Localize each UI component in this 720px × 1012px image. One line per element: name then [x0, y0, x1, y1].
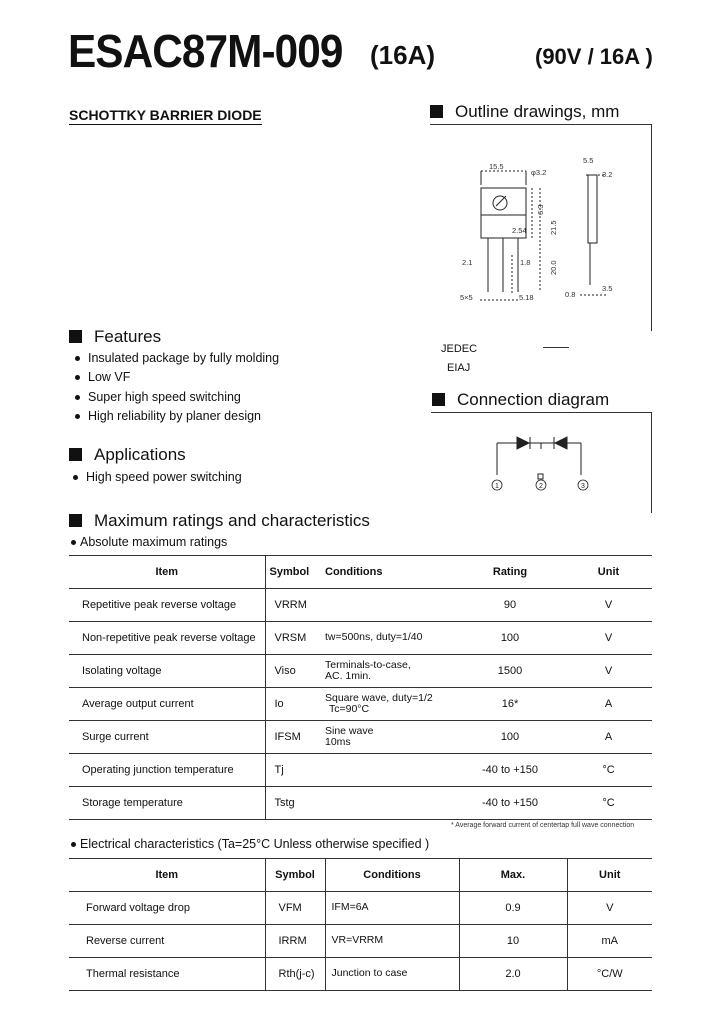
- electrical-table: [69, 858, 652, 991]
- applications-heading: [69, 446, 186, 463]
- table-row: Thermal resistance Rth(j-c) Junction to case 2.0 °C/W: [69, 958, 652, 991]
- square-bullet-icon: [430, 105, 443, 118]
- jedec-label: JEDEC: [441, 343, 478, 355]
- pin-2-label: 2: [539, 483, 543, 490]
- header-conditions: Conditions: [325, 859, 459, 892]
- square-bullet-icon: [69, 448, 82, 461]
- jedec-value-line: [543, 347, 569, 348]
- rating-tag: (90V / 16A ): [535, 44, 653, 69]
- connection-schematic: [431, 413, 651, 513]
- bullet-dot-icon: [73, 475, 78, 480]
- dim-step: 1.8: [520, 258, 531, 267]
- diode-left-shape: [517, 437, 529, 449]
- table-row: Storage temperature Tstg -40 to +150 °C: [69, 787, 652, 820]
- table-header-row: [69, 859, 652, 892]
- device-type: SCHOTTKY BARRIER DIODE: [69, 107, 262, 123]
- current-tag: (16A): [370, 40, 436, 70]
- eiaj-label: EIAJ: [447, 362, 471, 374]
- application-item: High speed power switching: [73, 471, 242, 484]
- connection-diagram-box: [431, 412, 652, 513]
- header-item: Item: [69, 859, 265, 892]
- square-bullet-icon: [432, 393, 445, 406]
- ratings-heading: [69, 512, 370, 529]
- dim-lead: 2.1: [462, 258, 473, 267]
- bullet-dot-icon: [71, 540, 76, 545]
- feature-item: Insulated package by fully molding: [75, 352, 279, 365]
- bullet-dot-icon: [71, 842, 76, 847]
- table-row: Non-repetitive peak reverse voltage VRSM tw=500ns, duty=1/40 100 V: [69, 622, 652, 655]
- bullet-dot-icon: [75, 395, 80, 400]
- feature-item: Super high speed switching: [75, 391, 241, 404]
- applications-title: Applications: [94, 445, 186, 464]
- square-bullet-icon: [69, 514, 82, 527]
- features-title: Features: [94, 327, 162, 346]
- dim-hole: φ3.2: [531, 168, 547, 177]
- package-outline-drawing: [430, 125, 651, 331]
- table-row: Operating junction temperature Tj -40 to +150 °C: [69, 754, 652, 787]
- dim-pitch: 2.54: [512, 226, 527, 235]
- ratings-title: Maximum ratings and characteristics: [94, 511, 370, 530]
- bullet-dot-icon: [75, 414, 80, 419]
- header-symbol: Symbol: [265, 556, 325, 589]
- header-rating: Rating: [455, 556, 565, 589]
- pin-1-label: 1: [495, 483, 499, 490]
- ratings-subtitle: Absolute maximum ratings: [71, 536, 227, 549]
- part-number: ESAC87M-009: [68, 25, 343, 77]
- bullet-dot-icon: [75, 375, 80, 380]
- dim-side-thick: 3.2: [602, 170, 613, 179]
- header-symbol: Symbol: [265, 859, 325, 892]
- outline-drawing-box: [430, 124, 652, 331]
- header-unit: Unit: [567, 859, 652, 892]
- header-max: Max.: [459, 859, 567, 892]
- table-row: Forward voltage drop VFM IFM=6A 0.9 V: [69, 892, 652, 925]
- table-row: Isolating voltage Viso Terminals-to-case, AC. 1min. 1500 V: [69, 655, 652, 688]
- dim-side-width: 5.5: [583, 156, 594, 165]
- electrical-title: Electrical characteristics (Ta=25°C Unless otherwise specified ): [71, 838, 429, 851]
- dim-hole-pos: 6.3: [536, 204, 545, 215]
- square-bullet-icon: [69, 330, 82, 343]
- diode-right-shape: [555, 437, 567, 449]
- connection-title: Connection diagram: [457, 390, 610, 409]
- table-row: Average output current Io Square wave, duty=1/2 Tc=90°C 16* A: [69, 688, 652, 721]
- dim-height: 21.5: [549, 220, 558, 235]
- table-row: Repetitive peak reverse voltage VRRM 90 V: [69, 589, 652, 622]
- absolute-ratings-table: [69, 555, 652, 820]
- bullet-dot-icon: [75, 356, 80, 361]
- dim-lead-width: 5×5: [460, 293, 473, 302]
- table-row: Reverse current IRRM VR=VRRM 10 mA: [69, 925, 652, 958]
- header-item: Item: [69, 556, 265, 589]
- outline-title: Outline drawings, mm: [455, 102, 620, 121]
- dim-side-pos: 3.5: [602, 284, 613, 293]
- outline-heading: [430, 103, 619, 120]
- pin-3-label: 3: [581, 483, 585, 490]
- header-conditions: Conditions: [325, 556, 455, 589]
- ratings-footnote: * Average forward current of centertap full wave connection: [451, 822, 635, 829]
- table-header-row: [69, 556, 652, 589]
- feature-item: High reliability by planer design: [75, 410, 261, 423]
- dim-width: 15.5: [489, 162, 504, 171]
- dim-span: 5.18: [519, 293, 534, 302]
- features-heading: [69, 328, 161, 345]
- header-unit: Unit: [565, 556, 652, 589]
- connection-heading: [432, 391, 609, 408]
- dim-lead-length: 20.0: [549, 260, 558, 275]
- table-row: Surge current IFSM Sine wave 10ms 100 A: [69, 721, 652, 754]
- feature-item: Low VF: [75, 371, 130, 384]
- dim-lead-thick: 0.8: [565, 290, 576, 299]
